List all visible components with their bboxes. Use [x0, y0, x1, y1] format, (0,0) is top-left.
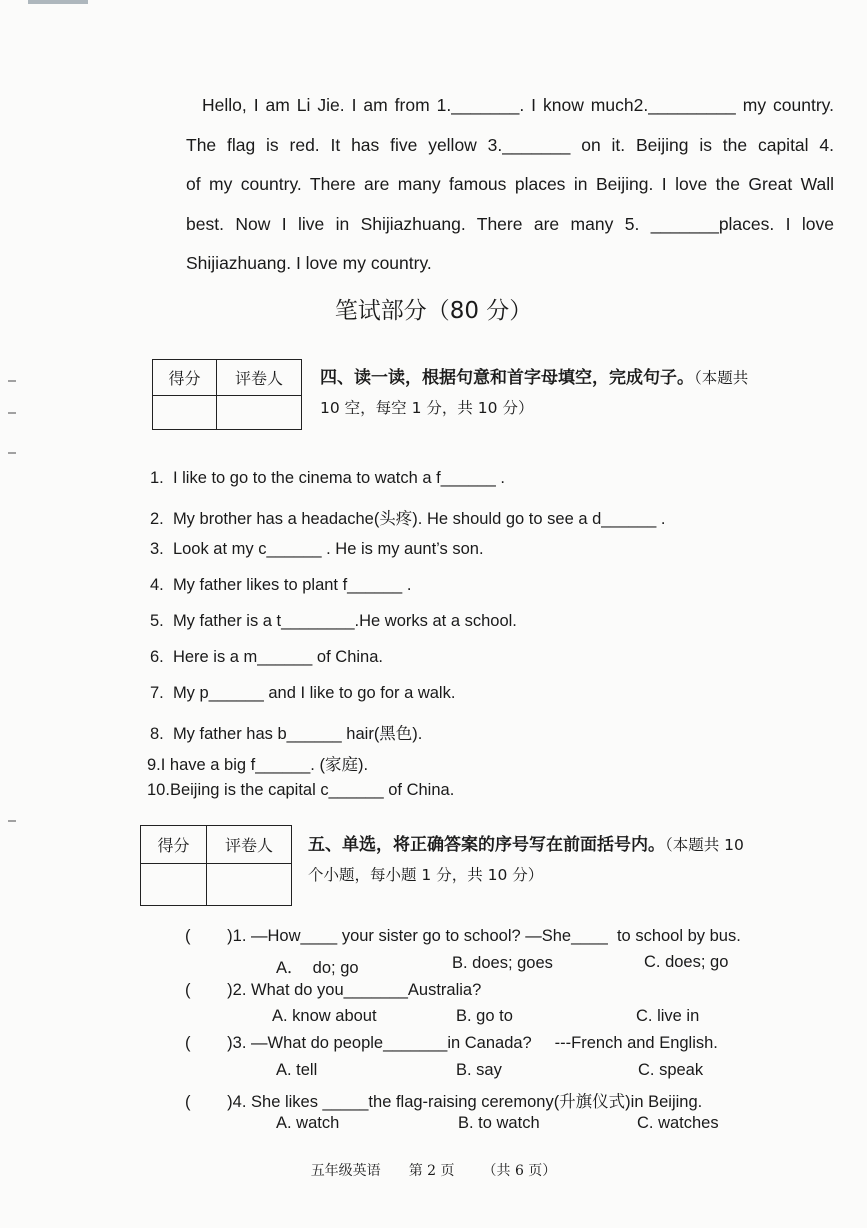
choice-option: A. tell: [276, 1061, 318, 1079]
section5-heading: [308, 830, 838, 890]
grader-label: 评卷人: [207, 826, 292, 864]
scan-edge-mark: [28, 0, 88, 4]
fill-question: 3. Look at my c______ . He is my aunt’s son.: [150, 540, 484, 558]
choice-option: A. watch: [276, 1114, 340, 1132]
passage-line: best. Now I live in Shijiazhuang. There are many 5. _______places. I love: [186, 213, 834, 234]
choice-option: B. to watch: [458, 1114, 540, 1132]
section4-heading: [320, 363, 840, 423]
fill-question: 4. My father likes to plant f______ .: [150, 576, 412, 594]
fill-question: 8. My father has b______ hair(黑色).: [150, 725, 423, 743]
choice-option: B. say: [456, 1061, 502, 1079]
fill-question: 10.Beijing is the capital c______ of China.: [147, 781, 455, 799]
grader-cell[interactable]: [217, 396, 302, 430]
score-cell[interactable]: [153, 396, 217, 430]
answer-bracket[interactable]: ( ): [185, 1034, 233, 1052]
answer-bracket[interactable]: ( ): [185, 981, 233, 999]
scan-mark: [8, 380, 16, 382]
footer-total-pages: （共 6 页）: [482, 1163, 557, 1179]
fill-question: 9.I have a big f______. (家庭).: [147, 756, 369, 774]
choice-option: C. watches: [637, 1114, 719, 1132]
score-table: [152, 359, 302, 430]
choice-option: B. does; goes: [452, 954, 553, 972]
section5-points: 个小题，每小题 1 分，共 10 分）: [308, 866, 544, 884]
scan-mark: [8, 452, 16, 454]
section4-instruction: 四、读一读，根据句意和首字母填空，完成句子。: [320, 368, 694, 388]
score-label: 得分: [141, 826, 207, 864]
section4-note: （本题共: [694, 369, 749, 387]
choice-question: ( )3. —What do people_______in Canada? ---French and English.: [185, 1034, 718, 1052]
fill-question: 1. I like to go to the cinema to watch a f______ .: [150, 469, 505, 487]
passage-line: The flag is red. It has five yellow 3._______ on it. Beijing is the capital 4.: [186, 134, 834, 155]
fill-question: 2. My brother has a headache(头疼). He should go to see a d______ .: [150, 510, 666, 528]
choice-option: B. go to: [456, 1007, 513, 1025]
grader-cell[interactable]: [207, 864, 292, 906]
page-footer: [0, 1160, 867, 1180]
score-label: 得分: [153, 360, 217, 396]
scan-mark: [8, 412, 16, 414]
choice-question: ( )2. What do you_______Australia?: [185, 981, 482, 999]
grader-label: 评卷人: [217, 360, 302, 396]
footer-page-number: 第 2 页: [408, 1163, 455, 1179]
passage-line: Shijiazhuang. I love my country.: [186, 253, 432, 273]
score-table: [140, 825, 292, 906]
fill-question: 5. My father is a t________.He works at a school.: [150, 612, 517, 630]
answer-bracket[interactable]: ( ): [185, 927, 233, 945]
section5-note: （本题共 10: [665, 836, 744, 854]
fill-question: 6. Here is a m______ of China.: [150, 648, 383, 666]
scan-mark: [8, 820, 16, 822]
answer-bracket[interactable]: ( ): [185, 1093, 233, 1111]
choice-question: ( )4. She likes _____the flag-raising ceremony(升旗仪式)in Beijing.: [185, 1093, 703, 1111]
section5-instruction: 五、单选，将正确答案的序号写在前面括号内。: [308, 835, 665, 855]
choice-question: ( )1. —How____ your sister go to school? —She____ to school by bus.: [185, 927, 741, 945]
score-cell[interactable]: [141, 864, 207, 906]
reading-passage: [186, 90, 834, 288]
choice-option: C. live in: [636, 1007, 700, 1025]
choice-option: C. speak: [638, 1061, 704, 1079]
choice-option: C. does; go: [644, 953, 729, 971]
passage-line: of my country. There are many famous places in Beijing. I love the Great Wall: [186, 174, 834, 194]
footer-subject: 五年级英语: [310, 1163, 381, 1179]
choice-option: A. know about: [272, 1007, 377, 1025]
section4-points: 10 空，每空 1 分，共 10 分）: [320, 399, 534, 417]
written-part-title: 笔试部分（80 分）: [334, 298, 533, 324]
choice-option: A． do; go: [276, 959, 359, 977]
passage-line: Hello, I am Li Jie. I am from 1._______. I know much2._________ my country.: [202, 95, 834, 115]
fill-question: 7. My p______ and I like to go for a walk.: [150, 684, 456, 702]
